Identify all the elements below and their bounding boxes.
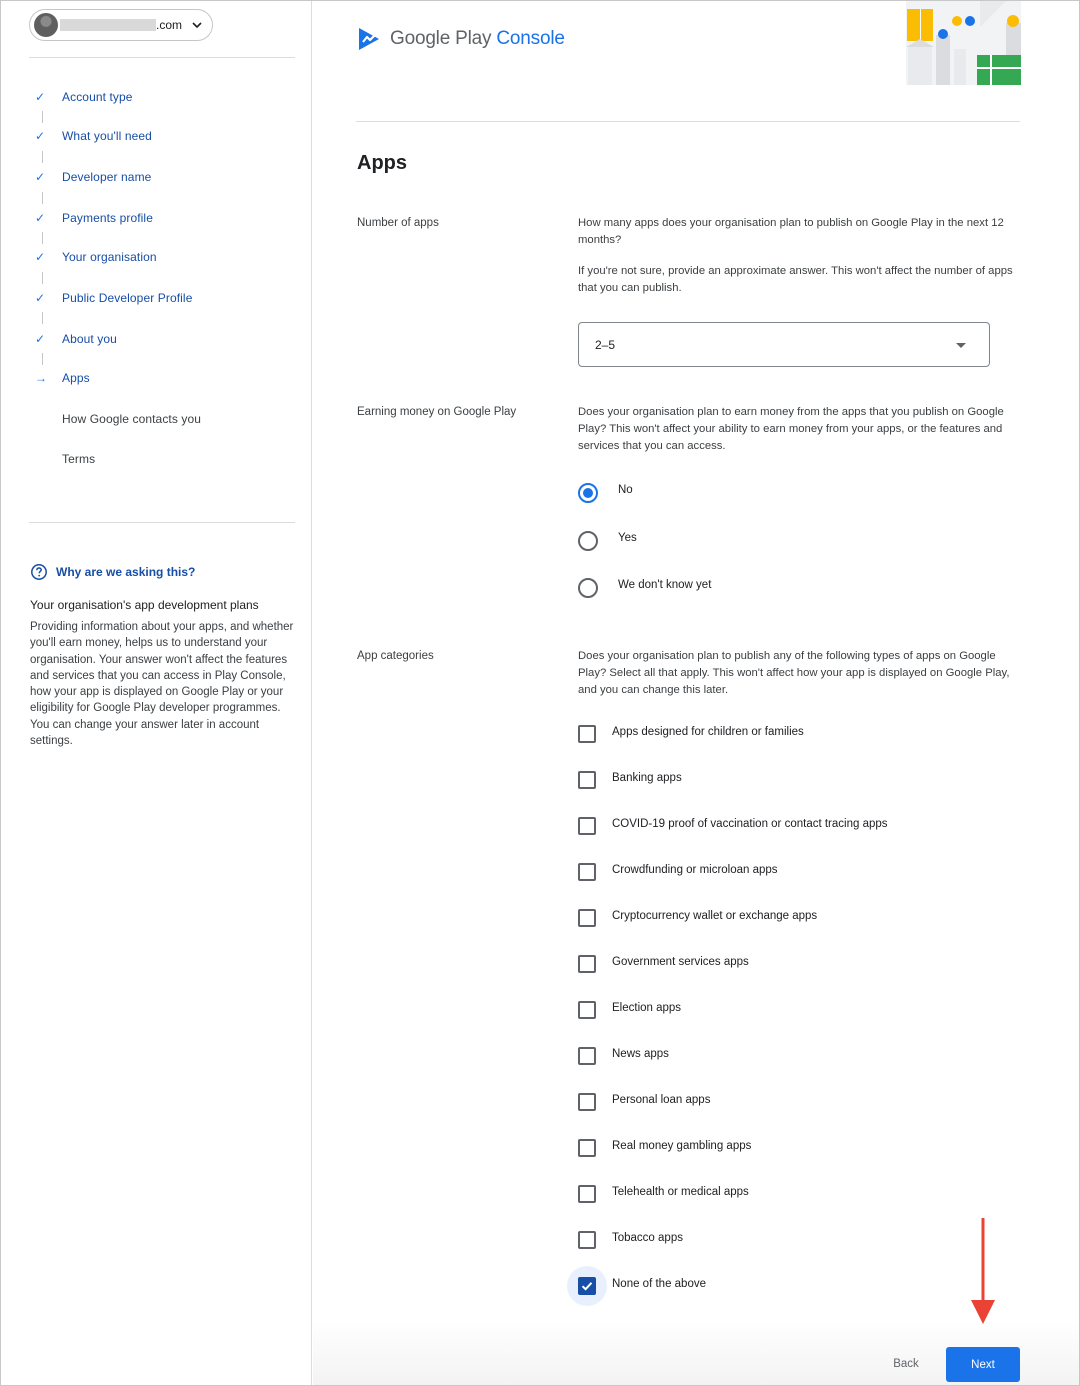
radio-label: Yes: [618, 532, 637, 544]
step-how-google-contacts-you: [29, 409, 299, 429]
category-government[interactable]: [578, 955, 749, 973]
checkbox-label: COVID-19 proof of vaccination or contact tracing apps: [612, 818, 888, 830]
step-label: Your organisation: [62, 250, 157, 264]
header-divider: [356, 121, 1020, 122]
chevron-down-icon: [190, 18, 204, 32]
step-label: Account type: [62, 90, 133, 104]
logo-brand: Google Play: [390, 28, 492, 49]
account-email-suffix: .com: [156, 18, 183, 32]
radio-label: We don't know yet: [618, 579, 712, 591]
account-switcher[interactable]: [29, 9, 213, 41]
play-console-logo-icon: [356, 26, 382, 52]
checkbox-label: Real money gambling apps: [612, 1140, 752, 1152]
back-button[interactable]: Back: [880, 1352, 932, 1376]
step-terms: [29, 449, 299, 469]
category-election[interactable]: [578, 1001, 681, 1019]
category-cryptocurrency[interactable]: [578, 909, 817, 927]
checkbox-label: Cryptocurrency wallet or exchange apps: [612, 910, 818, 922]
step-connector: [42, 353, 43, 365]
category-banking[interactable]: [578, 771, 682, 789]
step-public-developer-profile[interactable]: [29, 288, 299, 308]
sidebar: [1, 1, 312, 1385]
category-tobacco[interactable]: [578, 1231, 683, 1249]
step-connector: [42, 192, 43, 204]
checkbox[interactable]: [578, 1231, 596, 1249]
help-title-text: Why are we asking this?: [56, 565, 196, 579]
checkbox[interactable]: [578, 1047, 596, 1065]
checkbox-checked[interactable]: [578, 1277, 596, 1295]
checkbox-label: Election apps: [612, 1002, 682, 1014]
step-account-type[interactable]: [29, 87, 299, 107]
category-children-families[interactable]: [578, 725, 804, 743]
checkbox[interactable]: [578, 909, 596, 927]
check-icon: ✓: [35, 332, 46, 346]
step-connector: [42, 272, 43, 284]
categories-label: App categories: [357, 650, 434, 662]
check-icon: ✓: [35, 90, 46, 104]
step-apps[interactable]: [29, 368, 299, 388]
check-icon: ✓: [35, 211, 46, 225]
number-of-apps-select[interactable]: [578, 322, 990, 367]
category-news[interactable]: [578, 1047, 669, 1065]
header-illustration: [906, 1, 1021, 85]
category-personal-loan[interactable]: [578, 1093, 710, 1111]
dropdown-arrow-icon: [956, 343, 966, 348]
radio-dont-know[interactable]: [578, 578, 711, 598]
checkbox-label: Crowdfunding or microloan apps: [612, 864, 778, 876]
step-developer-name[interactable]: [29, 167, 299, 187]
checkbox[interactable]: [578, 1001, 596, 1019]
page-title: Apps: [357, 152, 407, 174]
step-label: Public Developer Profile: [62, 291, 193, 305]
step-label: Terms: [62, 452, 96, 466]
avatar: [34, 13, 58, 37]
checkbox[interactable]: [578, 1093, 596, 1111]
logo-text: [390, 28, 565, 50]
step-label: Developer name: [62, 170, 152, 184]
checkbox[interactable]: [578, 863, 596, 881]
step-payments-profile[interactable]: [29, 208, 299, 228]
checkbox[interactable]: [578, 771, 596, 789]
checkbox-label: None of the above: [612, 1278, 706, 1290]
step-what-youll-need[interactable]: [29, 126, 299, 146]
earning-question: Does your organisation plan to earn money from the apps that you publish on Google Play? This won't affect your ability to earn money from your apps, or the features and services that you can access.: [578, 406, 1004, 452]
radio-no[interactable]: [578, 483, 633, 503]
radio-button[interactable]: [578, 531, 598, 551]
step-connector: [42, 111, 43, 123]
step-about-you[interactable]: [29, 329, 299, 349]
category-gambling[interactable]: [578, 1139, 751, 1157]
categories-question: Does your organisation plan to publish any of the following types of apps on Google Play? Select all that apply. This won't affect how your app is displayed on Google Play, and you can change this later.: [578, 650, 1010, 696]
step-connector: [42, 312, 43, 324]
checkbox[interactable]: [578, 725, 596, 743]
radio-label: No: [618, 484, 633, 496]
sidebar-divider: [29, 57, 295, 58]
check-icon: ✓: [35, 129, 46, 143]
earning-label: Earning money on Google Play: [357, 406, 517, 418]
play-console-logo: [356, 26, 565, 52]
radio-button[interactable]: [578, 578, 598, 598]
select-value: 2–5: [595, 337, 616, 352]
logo-product: Console: [496, 28, 565, 49]
radio-button[interactable]: [578, 483, 598, 503]
checkbox[interactable]: [578, 955, 596, 973]
checkbox[interactable]: [578, 1185, 596, 1203]
category-crowdfunding[interactable]: [578, 863, 778, 881]
step-label: About you: [62, 332, 117, 346]
check-icon: ✓: [35, 170, 46, 184]
checkbox-label: Banking apps: [612, 772, 682, 784]
step-label: Apps: [62, 371, 90, 385]
step-label: How Google contacts you: [62, 412, 202, 426]
category-covid[interactable]: [578, 817, 888, 835]
category-none-of-the-above[interactable]: [578, 1277, 706, 1295]
checkbox-label: Government services apps: [612, 956, 749, 968]
check-icon: [580, 1279, 594, 1293]
check-icon: ✓: [35, 250, 46, 264]
check-icon: ✓: [35, 291, 46, 305]
help-body: Providing information about your apps, and whether you'll earn money, helps us to understand your organisation. Your answer won't affect the features and services that you can access in Play Console, how your app is displayed on Google Play or your eligibility for Google Play developer programmes. You can change your answer later in account settings.: [30, 621, 294, 748]
checkbox-label: Telehealth or medical apps: [612, 1186, 749, 1198]
arrow-right-icon: →: [35, 371, 47, 385]
step-your-organisation[interactable]: [29, 247, 299, 267]
step-connector: [42, 151, 43, 163]
help-title: [30, 563, 195, 581]
sidebar-divider: [29, 522, 295, 523]
number-of-apps-label: Number of apps: [357, 217, 439, 229]
checkbox-label: News apps: [612, 1048, 669, 1060]
step-connector: [42, 232, 43, 244]
number-of-apps-question: How many apps does your organisation plan to publish on Google Play in the next 12 months?: [578, 217, 1004, 246]
step-label: Payments profile: [62, 211, 153, 225]
help-circle-icon: [30, 563, 48, 581]
checkbox-label: Apps designed for children or families: [612, 726, 804, 738]
category-telehealth[interactable]: [578, 1185, 749, 1203]
next-button[interactable]: Next: [946, 1347, 1020, 1382]
checkbox-label: Tobacco apps: [612, 1232, 683, 1244]
checkbox[interactable]: [578, 1139, 596, 1157]
redacted-email: [60, 19, 156, 31]
radio-yes[interactable]: [578, 531, 637, 551]
annotation-arrow-icon: [968, 1218, 998, 1326]
step-label: What you'll need: [62, 129, 152, 143]
checkbox[interactable]: [578, 817, 596, 835]
number-of-apps-hint: If you're not sure, provide an approximate answer. This won't affect the number of apps that you can publish.: [578, 265, 1013, 294]
checkbox-label: Personal loan apps: [612, 1094, 711, 1106]
help-subtitle: Your organisation's app development plans: [30, 598, 259, 612]
